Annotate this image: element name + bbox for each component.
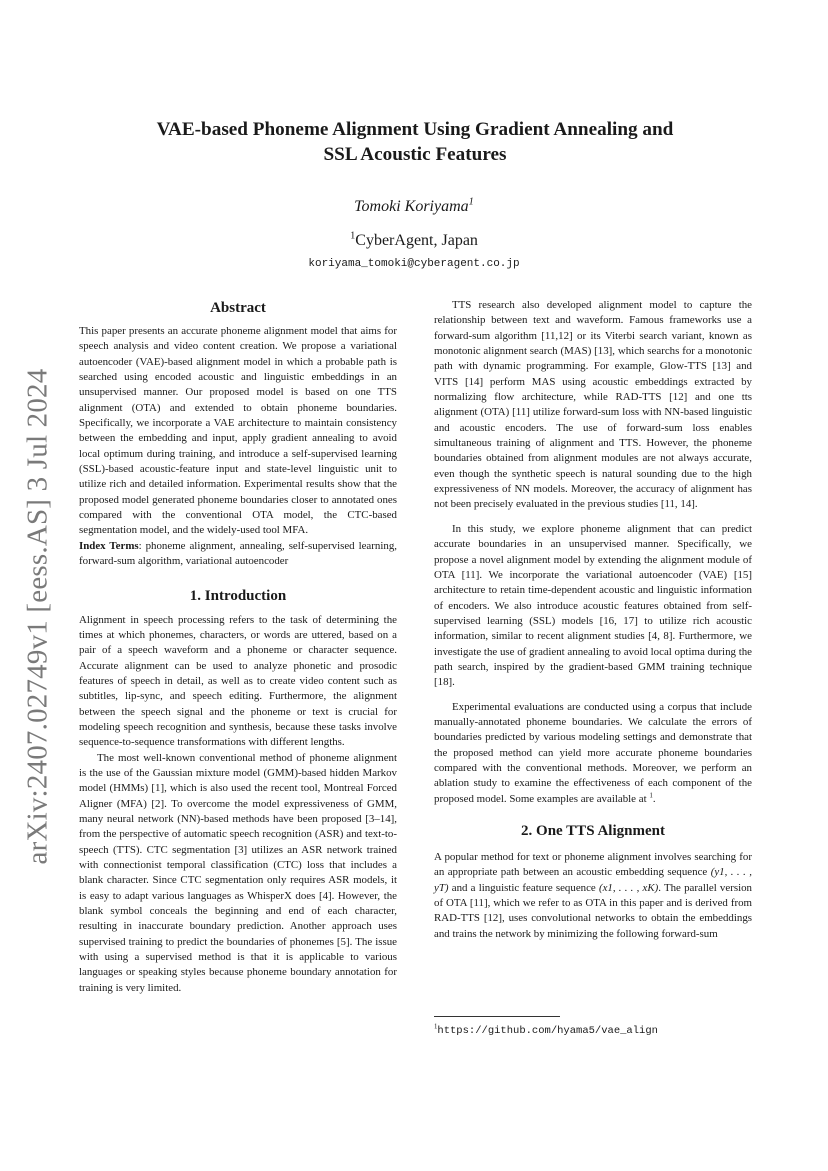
footnote-mark: 1 bbox=[434, 1023, 438, 1031]
author-affiliation-mark: 1 bbox=[468, 196, 474, 208]
abstract-heading: Abstract bbox=[210, 300, 266, 316]
linguistic-feature-sequence: (x1, . . . , xK) bbox=[598, 881, 659, 894]
left-column bbox=[79, 298, 397, 996]
index-terms-label: Index Terms bbox=[79, 539, 139, 552]
footnote bbox=[434, 1016, 752, 1037]
right-column bbox=[434, 298, 752, 942]
arxiv-identifier-stamp bbox=[14, 368, 62, 864]
affiliation-line bbox=[0, 232, 828, 250]
ota-text-part-1: A popular method for text or phoneme alignment involves searching for an appropriate path between an acoustic embedding sequence bbox=[434, 851, 752, 879]
index-terms bbox=[79, 539, 397, 570]
footnote-url[interactable]: https://github.com/hyama5/vae_align bbox=[437, 1025, 658, 1037]
abstract-body: This paper presents an accurate phoneme alignment model that aims for speech analysis and video content creation. We propose a variational autoencoder (VAE)-based alignment model in which a probable path is searched using encoded acoustic and linguistic embeddings in an unsupervised manner. Our proposed model is based on one TTS alignment (OTA) and extended to obtain phoneme boundaries. Specifically, we incorporate a VAE architecture to maintain consistency between the embedding and input, apply gradient annealing to avoid local optimum during training, and introduce a self-supervised learning (SSL)-based acoustic-feature input and state-level linguistic unit to utilize rich and detailed information. Experimental results show that the proposed model generated phoneme boundaries closer to annotated ones compared with the conventional OTA model, the CTC-based segmentation model, and the widely-used tool MFA. bbox=[79, 325, 397, 537]
introduction-paragraph-5-end: . bbox=[652, 792, 656, 805]
author-email: koriyama_tomoki@cyberagent.co.jp bbox=[308, 258, 520, 270]
introduction-paragraph-1: Alignment in speech processing refers to the task of determining the times at which phonemes, characters, or words are uttered, based on a pair of a speech waveform and a phoneme or character sequence. Accurate alignment can be used to analyze phonetic and prosodic features of speech in detail, as well as to create video content such as subtitles, lip-sync, and speech editing. Furthermore, the alignment between the speech signal and the phoneme or text is crucial for modeling speech recognition and synthesis, because these tasks involve sequence-to-sequence transformations with different lengths. bbox=[79, 613, 397, 749]
arxiv-identifier-text: arXiv:2407.02749v1 [eess.AS] 3 Jul 2024 bbox=[21, 368, 54, 864]
footnote-rule bbox=[434, 1016, 560, 1017]
paper-title-line-1: VAE-based Phoneme Alignment Using Gradient Annealing and bbox=[156, 119, 674, 140]
paper-title bbox=[100, 117, 730, 167]
author-name: Tomoki Koriyama bbox=[354, 198, 469, 215]
introduction-paragraph-5-text: Experimental evaluations are conducted using a corpus that include manually-annotated phoneme boundaries. We calculate the errors of boundaries predicted by various modeling settings and demonstrate that the proposed method can yield more accurate phoneme boundaries compared with the conventional methods. Moreover, we perform an ablation study to examine the effectiveness of each component of the proposed model. Some examples are available at bbox=[434, 700, 752, 805]
introduction-heading: 1. Introduction bbox=[189, 587, 287, 604]
ota-text-part-2: and a linguistic feature sequence bbox=[448, 881, 599, 894]
ota-paragraph-1 bbox=[434, 850, 752, 942]
footnote-reference-mark: 1 bbox=[649, 791, 653, 800]
acoustic-embedding-sequence: (y1, . . . , yT) bbox=[434, 866, 752, 894]
footnote-line bbox=[434, 1025, 752, 1037]
introduction-paragraph-3: TTS research also developed alignment model to capture the relationship between text and waveform. Famous frameworks use a forward-sum algorithm [11,12] or its Viterbi search variant, known as monotonic alignment search (MAS) [13], which searchs for a monotonic path with dynamic programming. For example, Glow-TTS [13] and VITS [14] perform MAS using acoustic embeddings extracted by normalizing flow architecture, while RAD-TTS [12] and one tts alignment (OTA) [11] utilize forward-sum loss with NN-based linguistic and acoustic encoders. The use of forward-sum loss enables simultaneous training of alignment and TTS. However, the phoneme boundaries obtained from alignment modules are not always accurate, even though the synthetic speech is natural sounding due to the high expressiveness of NN models. Moreover, the accuracy of alignment has not been precisely evaluated in the previous studies [11, 14]. bbox=[434, 299, 752, 511]
paper-title-line-2: SSL Acoustic Features bbox=[323, 144, 507, 165]
ota-section-heading: 2. One TTS Alignment bbox=[521, 823, 665, 839]
introduction-paragraph-4: In this study, we explore phoneme alignment that can predict accurate boundaries in an unsupervised manner. Specifically, we propose a novel alignment model by extending the alignment module of OTA [11]. We incorporate the variational autoencoder (VAE) [15] architecture to retain time-dependent acoustic and linguistic information of encoders. We also introduce acoustic features obtained from self-supervised learning (SSL) models [16, 17] to utilize rich acoustic information, similar to recent alignment studies [4, 8]. Furthermore, we investigate the use of gradient annealing to avoid local optima during the path search, inspired by the gradient-based GMM training technique [18]. bbox=[434, 522, 752, 689]
affiliation-mark: 1 bbox=[350, 230, 356, 242]
index-terms-text: : phoneme alignment, annealing, self-supervised learning, forward-sum algorithm, variational autoencoder bbox=[79, 539, 397, 568]
ota-text-part-3: . The parallel version of OTA [11], which we refer to as OTA in this paper and is derived from RAD-TTS [12], uses convolutional networks to obtain the embeddings and trains the network by minimizing the following forward-sum bbox=[434, 881, 752, 940]
introduction-paragraph-2: The most well-known conventional method of phoneme alignment is the use of the Gaussian mixture model (GMM)-based hidden Markov model (HMMs) [1], which is also used the recent tool, Montreal Forced Aligner (MFA) [2]. To overcome the model expressiveness of GMM, many neural network (NN)-based methods have been proposed [3–14], from the perspective of automatic speech recognition (ASR) and text-to-speech (TTS). CTC segmentation [3] utilizes an ASR network trained with connectionist temporal classification (CTC) loss that includes a blank character. Since CTC segmentation only requires ASR models, it is easy to adapt various languages as WhisperX does [4]. However, the blank symbol conceals the beginning and end of each character, resulting in inaccurate boundary prediction. Another approach uses supervised training to predict the boundaries of phonemes [5]. The issue with using a supervised method is that it is applicable to various languages or speaking styles because phoneme boundary annotation for training is very limited. bbox=[79, 751, 397, 994]
author-line bbox=[0, 198, 828, 216]
affiliation-name: CyberAgent, Japan bbox=[355, 232, 478, 249]
introduction-paragraph-5 bbox=[434, 700, 752, 807]
